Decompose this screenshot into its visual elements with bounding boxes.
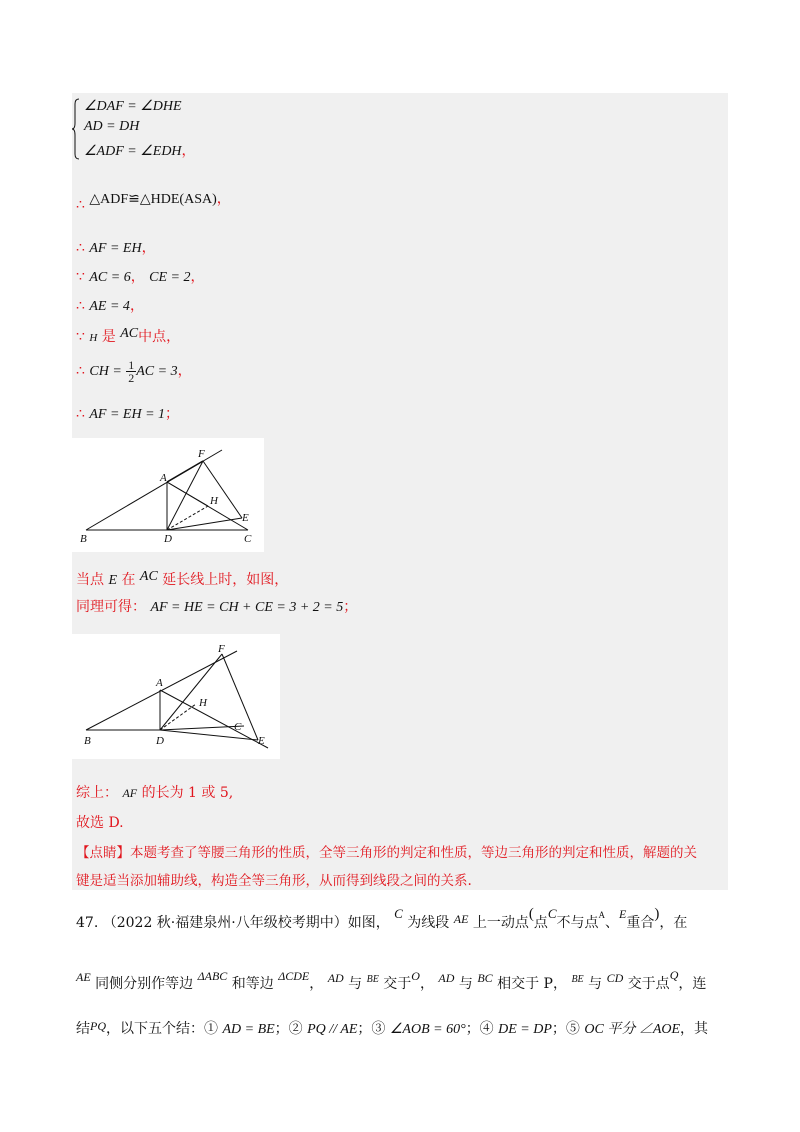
q-text: ；⑤ xyxy=(551,1021,585,1037)
question-line-2 xyxy=(76,968,707,993)
q-text: 重合 xyxy=(626,915,655,931)
because-symbol: ∵ xyxy=(76,329,85,345)
label-e: E xyxy=(242,512,249,524)
system-eq-1: ∠DAF = ∠DHE xyxy=(84,99,182,114)
segment-ae: AE xyxy=(76,970,91,984)
answer: 故选 D. xyxy=(76,815,124,831)
segment-ac: AC xyxy=(120,326,139,341)
q-text: 上一动点 xyxy=(472,915,529,931)
line-de xyxy=(167,518,242,530)
segment-be: BE xyxy=(366,974,379,985)
q-text: 与 xyxy=(588,976,603,992)
figure-2-drawing xyxy=(72,634,280,759)
similarly-text: 同理可得： xyxy=(76,599,146,615)
step-af-result xyxy=(76,405,179,424)
therefore-symbol: ∴ xyxy=(76,298,85,314)
ac-eq-3: AC = 3 xyxy=(136,364,178,379)
punct: ， xyxy=(129,298,144,314)
q-text: 为线段 xyxy=(407,915,450,931)
system-eq-3-text: ∠ADF = ∠EDH xyxy=(84,144,182,159)
triangle-abc: ΔABC xyxy=(197,969,228,983)
segment-cd: CD xyxy=(606,971,624,985)
step-midpoint xyxy=(76,328,180,347)
label-a: A xyxy=(160,472,167,484)
label-h: H xyxy=(210,495,218,507)
q-text: 相交于 P， xyxy=(497,976,567,992)
q-text: 与 xyxy=(348,976,363,992)
label-b: B xyxy=(84,735,91,747)
ce-eq-2: CE = 2 xyxy=(149,270,191,285)
segment-bc: BC xyxy=(477,971,493,985)
segment-af: AF xyxy=(122,786,138,800)
af-eq-5: AF = HE = CH + CE = 3 + 2 = 5 xyxy=(150,600,344,615)
case-2-text-a: 当点 xyxy=(76,572,104,588)
conclusion-1: AD = BE xyxy=(222,1022,275,1037)
therefore-symbol: ∴ xyxy=(76,363,85,379)
conclusion-5: OC 平分 ∠AOE xyxy=(584,1022,681,1037)
line-fe xyxy=(203,461,242,518)
segment-ad: AD xyxy=(327,971,344,985)
q-text: ， xyxy=(419,976,434,992)
point-q: Q xyxy=(669,968,679,982)
q-text: 交于 xyxy=(383,976,412,992)
q-text: 不与点 xyxy=(556,915,599,931)
point-c: C xyxy=(394,906,403,921)
label-h: H xyxy=(199,697,207,709)
q-text: ， xyxy=(309,976,324,992)
question-number: 47. xyxy=(76,915,99,931)
label-d: D xyxy=(156,735,164,747)
conclusion-4: DE = DP xyxy=(498,1022,552,1037)
q-text: 同侧分别作等边 xyxy=(95,976,194,992)
point-a: A xyxy=(598,910,606,920)
question-line-1 xyxy=(76,906,688,932)
q-text: ；④ xyxy=(465,1021,499,1037)
label-f: F xyxy=(198,448,205,460)
therefore-symbol: ∴ xyxy=(76,406,85,422)
figure-1-drawing xyxy=(72,438,264,552)
q-text: 交于点 xyxy=(627,976,670,992)
q-text: ，连 xyxy=(678,976,707,992)
triangle-cde: ΔCDE xyxy=(278,969,310,983)
ch-eq: CH = xyxy=(89,364,122,379)
point-o: O xyxy=(411,969,420,983)
step-given xyxy=(76,268,205,287)
conclusion-3: ∠AOB = 60° xyxy=(389,1022,466,1037)
conclusion-2: PQ // AE xyxy=(307,1022,358,1037)
q-text: ；② xyxy=(274,1021,308,1037)
label-c: C xyxy=(234,721,242,733)
because-symbol: ∵ xyxy=(76,269,85,285)
punct: ， xyxy=(141,240,156,256)
line-ah xyxy=(167,482,208,506)
label-f: F xyxy=(218,643,225,655)
system-eq-3 xyxy=(84,140,196,160)
therefore-symbol: ∴ xyxy=(76,197,85,213)
label-c: C xyxy=(244,533,252,545)
af-eq-1: AF = EH = 1 xyxy=(89,407,166,422)
summary-label: 综上： xyxy=(76,785,118,801)
left-brace xyxy=(72,98,80,160)
case-2-intro xyxy=(76,571,288,590)
congruence-statement: △ADF≌△HDE(ASA) xyxy=(89,192,217,207)
step-af-eh xyxy=(76,239,156,258)
ae-eq-4: AE = 4 xyxy=(89,299,130,314)
q-text: 结 xyxy=(76,1021,90,1037)
case-2-text-b: 在 xyxy=(121,572,136,588)
step-ae xyxy=(76,297,144,316)
figure-case-1 xyxy=(72,438,264,552)
q-text: ；③ xyxy=(357,1021,390,1037)
punct: ， xyxy=(130,269,145,285)
q-text: 、 xyxy=(605,915,620,931)
point-c: C xyxy=(547,906,557,921)
punct: ， xyxy=(190,269,205,285)
punct: ， xyxy=(216,191,231,207)
summary-text: 的长为 1 或 5, xyxy=(141,785,234,801)
is-text: 是 xyxy=(101,329,116,345)
ac-eq-6: AC = 6 xyxy=(89,270,131,285)
af-eq-eh: AF = EH xyxy=(89,241,142,256)
q-text: ，在 xyxy=(659,915,688,931)
q-text: 点 xyxy=(533,915,548,931)
segment-ad: AD xyxy=(438,971,455,985)
point-e: E xyxy=(619,907,627,921)
step-congruence xyxy=(76,190,231,213)
figure-case-2 xyxy=(72,634,280,759)
step-ch xyxy=(76,358,192,385)
fraction-den: 2 xyxy=(128,370,135,385)
q-text: 与 xyxy=(458,976,473,992)
punct: ； xyxy=(343,599,358,615)
segment-pq: PQ xyxy=(90,1019,106,1033)
fraction-num: 1 xyxy=(128,357,135,372)
midpoint-text: 中点， xyxy=(138,329,181,345)
q-text: ，以下五个结：① xyxy=(106,1021,223,1037)
paren-close: ) xyxy=(654,906,660,922)
system-end-punct: ， xyxy=(181,144,196,159)
punct: ； xyxy=(165,406,180,422)
point-e: E xyxy=(108,573,118,588)
label-b: B xyxy=(80,533,87,545)
comment-line-2: 键是适当添加辅助线，构造全等三角形，从而得到线段之间的关系. xyxy=(76,873,472,889)
label-a: A xyxy=(156,677,163,689)
segment-ae: AE xyxy=(453,912,469,926)
punct: ， xyxy=(177,363,192,379)
case-2-text-c: 延长线上时，如图， xyxy=(162,572,289,588)
label-d: D xyxy=(164,533,172,545)
case-2-result xyxy=(76,598,357,617)
comment-line-1: 【点睛】本题考查了等腰三角形的性质，全等三角形的判定和性质，等边三角形的判定和性质，解题的关 xyxy=(76,845,697,861)
therefore-symbol: ∴ xyxy=(76,240,85,256)
fraction-half xyxy=(126,359,136,384)
paren-open: ( xyxy=(528,906,534,922)
q-text: ，其 xyxy=(680,1021,709,1037)
q-text: 和等边 xyxy=(231,976,274,992)
question-line-3 xyxy=(76,1018,708,1038)
label-e: E xyxy=(258,735,265,747)
question-source: （2022 秋·福建泉州·八年级校考期中）如图， xyxy=(102,915,390,931)
point-h: H xyxy=(89,332,98,344)
system-eq-2: AD = DH xyxy=(84,119,140,134)
segment-ac: AC xyxy=(139,569,158,584)
summary xyxy=(76,784,233,802)
segment-be: BE xyxy=(571,974,584,985)
